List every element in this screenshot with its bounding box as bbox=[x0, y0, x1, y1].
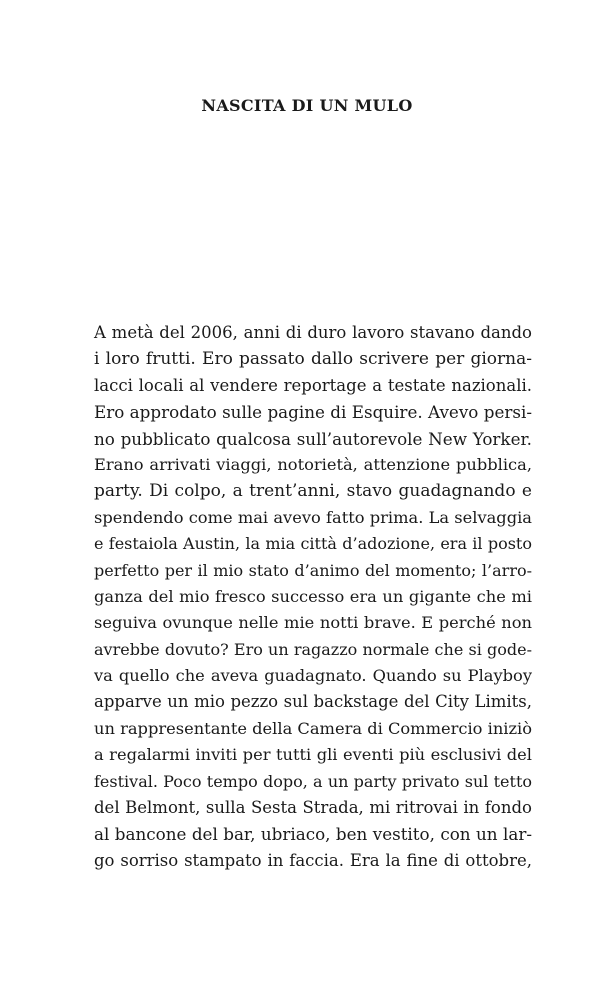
text-line: va quello che aveva guadagnato. Quando su Playboy bbox=[94, 666, 532, 686]
text-line: seguiva ovunque nelle mie notti brave. E perché non bbox=[94, 613, 532, 633]
text-line: del Belmont, sulla Sesta Strada, mi ritrovai in fondo bbox=[94, 798, 532, 818]
text-line: a regalarmi inviti per tutti gli eventi più esclusivi del bbox=[94, 745, 532, 765]
text-line: festival. Poco tempo dopo, a un party privato sul tetto bbox=[94, 771, 532, 791]
chapter-title: NASCITA DI UN MULO bbox=[201, 96, 413, 115]
body-paragraph bbox=[94, 320, 532, 874]
text-line: apparve un mio pezzo sul backstage del City Limits, bbox=[94, 692, 532, 712]
text-line: A metà del 2006, anni di duro lavoro stavano dando bbox=[94, 323, 532, 342]
text-line: Erano arrivati viaggi, notorietà, attenzione pubblica, bbox=[94, 454, 532, 474]
text-line: go sorriso stampato in faccia. Era la fine di ottobre, bbox=[94, 850, 532, 870]
text-line: e festaiola Austin, la mia città d’adozione, era il posto bbox=[94, 534, 532, 554]
text-line: i loro frutti. Ero passato dallo scrivere per giorna- bbox=[94, 349, 532, 370]
text-line: no pubblicato qualcosa sull’autorevole New Yorker. bbox=[94, 428, 532, 449]
text-line: avrebbe dovuto? Ero un ragazzo normale che si gode- bbox=[94, 639, 532, 659]
text-line: un rappresentante della Camera di Commercio iniziò bbox=[94, 718, 533, 738]
text-line: perfetto per il mio stato d’animo del momento; l’arro- bbox=[94, 560, 532, 580]
text-line: Ero approdato sulle pagine di Esquire. Avevo persi- bbox=[94, 402, 532, 423]
text-line: spendendo come mai avevo fatto prima. La selvaggia bbox=[94, 507, 532, 527]
text-line: party. Di colpo, a trent’anni, stavo guadagnando e bbox=[94, 481, 532, 502]
text-line: al bancone del bar, ubriaco, ben vestito, con un lar- bbox=[94, 824, 532, 845]
text-line: ganza del mio fresco successo era un gigante che mi bbox=[94, 586, 532, 606]
text-line: lacci locali al vendere reportage a testate nazionali. bbox=[94, 375, 532, 395]
